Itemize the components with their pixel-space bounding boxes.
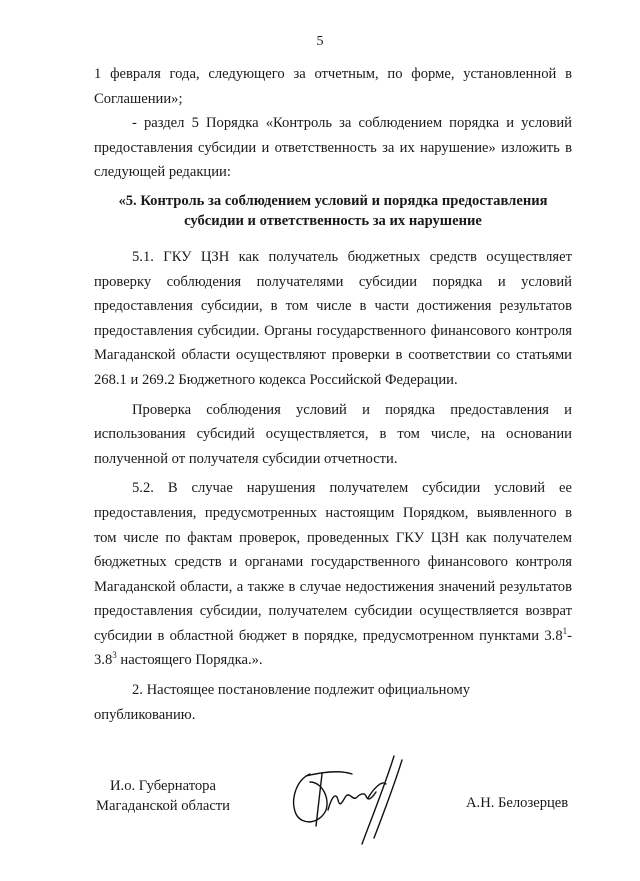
- section-heading-line-2: субсидии и ответственность за их нарушение: [184, 212, 482, 229]
- section-heading-line-1: «5. Контроль за соблюдением условий и порядка предоставления: [118, 192, 548, 209]
- paragraph-5-2-main: 5.2. В случае нарушения получателем субсидии условий ее предоставления, предусмотренных настоящим Порядком, выявленного в том числе по фактам проверок, проведенных ГКУ ЦЗН как получателем бюджетных средств и органами государственного финансового контроля Магаданской области, а также в случае недостижения значений результатов предоставления субсидии, получателем субсидии осуществляется возврат субсидии в областной бюджет в порядке, предусмотренном пунктами 3.8: [94, 480, 572, 644]
- paragraph-publication-end: опубликованию.: [94, 706, 196, 723]
- paragraph-5-2: [94, 476, 572, 673]
- superscript-1: 1: [562, 626, 568, 637]
- paragraph-verification: Проверка соблюдения условий и порядка предоставления и использования субсидий осуществляется, в том числе, на основании полученной от получателя субсидии отчетности.: [94, 401, 572, 467]
- paragraph-continuation: 1 февраля года, следующего за отчетным, по форме, установленной в Соглашении»;: [94, 66, 572, 107]
- document-body: [94, 62, 572, 727]
- paragraph-5-2-mid: -3.8: [94, 627, 572, 669]
- superscript-3: 3: [112, 650, 117, 661]
- page-number: 5: [316, 34, 324, 49]
- signatory-position-line-1: И.о. Губернатора: [110, 778, 216, 794]
- section-heading: [94, 191, 572, 231]
- paragraph-5-2-end: настоящего Порядка.».: [116, 652, 263, 669]
- signatory-position: [96, 776, 230, 816]
- paragraph-5-1: 5.1. ГКУ ЦЗН как получатель бюджетных средств осуществляет проверку соблюдения получателями субсидии порядка и условий предоставления субсидии, в том числе в части достижения результатов предоставления субсидии. Органы государственного финансового контроля Магаданской области осуществляют проверки в соответствии со статьями 268.1 и 269.2 Бюджетного кодекса Российской Федерации.: [94, 248, 572, 388]
- handwritten-signature-icon: [282, 752, 412, 848]
- paragraph-section5-change: - раздел 5 Порядка «Контроль за соблюдением порядка и условий предоставления субсидии и ответственность за их нарушение» изложить в следующей редакции:: [94, 115, 572, 181]
- signatory-name: А.Н. Белозерцев: [466, 795, 569, 811]
- paragraph-publication: 2. Настоящее постановление подлежит официальному: [132, 682, 471, 699]
- signatory-position-line-2: Магаданской области: [96, 798, 230, 814]
